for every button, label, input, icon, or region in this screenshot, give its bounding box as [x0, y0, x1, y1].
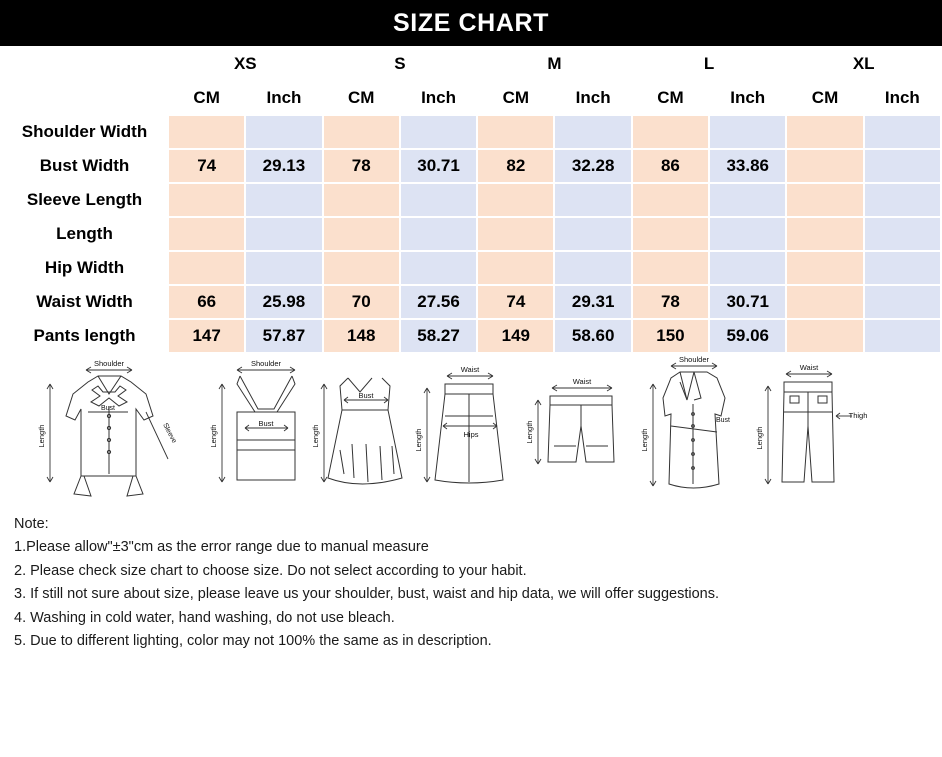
figure-shorts: [518, 354, 638, 504]
cell-pants-length-xl-cm: [786, 319, 863, 353]
table-row: [1, 115, 941, 149]
cell-sleeve-length-xs-cm: [168, 183, 245, 217]
cell-length-m-cm: [477, 217, 554, 251]
svg-text:Shoulder: Shoulder: [678, 355, 710, 364]
unit-header-m-inch: Inch: [554, 81, 631, 115]
unit-header-l-cm: CM: [632, 81, 709, 115]
size-header-s: S: [323, 47, 478, 81]
cell-pants-length-xl-inch: [864, 319, 941, 353]
note-line-5: 5. Due to different lighting, color may not 100% the same as in description.: [14, 633, 492, 650]
note-line-1: 1.Please allow"±3"cm as the error range due to manual measure: [14, 539, 429, 556]
cell-sleeve-length-s-inch: [400, 183, 477, 217]
row-label-shoulder-width: Shoulder Width: [1, 115, 168, 149]
cell-bust-width-xs-inch: 29.13: [245, 149, 322, 183]
cell-sleeve-length-l-inch: [709, 183, 786, 217]
cell-pants-length-s-inch: 58.27: [400, 319, 477, 353]
cell-bust-width-xl-inch: [864, 149, 941, 183]
svg-text:Length: Length: [640, 428, 649, 452]
cell-length-xl-inch: [864, 217, 941, 251]
row-label-bust-width: Bust Width: [1, 149, 168, 183]
notes-section: [0, 509, 942, 654]
cell-hip-width-xs-cm: [168, 251, 245, 285]
note-line-3: 3. If still not sure about size, please leave us your shoulder, bust, waist and hip data, we will offer suggestions.: [14, 586, 719, 603]
svg-text:Length: Length: [414, 428, 423, 452]
cell-waist-width-xl-cm: [786, 285, 863, 319]
cell-waist-width-m-cm: 74: [477, 285, 554, 319]
figure-long-coat: [635, 354, 750, 509]
cell-length-s-cm: [323, 217, 400, 251]
cell-bust-width-m-inch: 32.28: [554, 149, 631, 183]
cell-waist-width-xs-cm: 66: [168, 285, 245, 319]
cell-sleeve-length-xl-cm: [786, 183, 863, 217]
cell-waist-width-m-inch: 29.31: [554, 285, 631, 319]
cell-shoulder-width-m-cm: [477, 115, 554, 149]
cell-bust-width-m-cm: 82: [477, 149, 554, 183]
cell-hip-width-m-cm: [477, 251, 554, 285]
cell-length-m-inch: [554, 217, 631, 251]
size-chart-table: [0, 46, 942, 354]
row-label-hip-width: Hip Width: [1, 251, 168, 285]
figure-blouse: [28, 354, 193, 504]
cell-waist-width-l-cm: 78: [632, 285, 709, 319]
cell-hip-width-s-inch: [400, 251, 477, 285]
cell-hip-width-xs-inch: [245, 251, 322, 285]
cell-length-xs-inch: [245, 217, 322, 251]
cell-sleeve-length-xl-inch: [864, 183, 941, 217]
cell-sleeve-length-l-cm: [632, 183, 709, 217]
cell-hip-width-s-cm: [323, 251, 400, 285]
cell-bust-width-xl-cm: [786, 149, 863, 183]
table-row: [1, 217, 941, 251]
cell-waist-width-s-inch: 27.56: [400, 285, 477, 319]
svg-text:Waist: Waist: [572, 377, 592, 386]
page-title: SIZE CHART: [393, 8, 549, 37]
svg-text:Waist: Waist: [799, 363, 819, 372]
cell-waist-width-s-cm: 70: [323, 285, 400, 319]
cell-pants-length-s-cm: 148: [323, 319, 400, 353]
unit-header-l-inch: Inch: [709, 81, 786, 115]
cell-waist-width-l-inch: 30.71: [709, 285, 786, 319]
cell-waist-width-xl-inch: [864, 285, 941, 319]
svg-text:Sleeve: Sleeve: [161, 422, 178, 445]
cell-length-l-inch: [709, 217, 786, 251]
svg-text:Bust: Bust: [358, 391, 374, 400]
cell-length-xl-cm: [786, 217, 863, 251]
svg-text:Length: Length: [311, 424, 320, 448]
cell-shoulder-width-xs-cm: [168, 115, 245, 149]
table-row: [1, 319, 941, 353]
svg-text:Length: Length: [209, 424, 218, 448]
svg-text:Shoulder: Shoulder: [93, 359, 125, 368]
cell-shoulder-width-m-inch: [554, 115, 631, 149]
svg-text:Length: Length: [525, 420, 534, 444]
figure-camisole: [200, 354, 325, 504]
figure-trousers: [740, 354, 870, 504]
cell-length-xs-cm: [168, 217, 245, 251]
figure-skirt: [405, 354, 525, 504]
unit-header-s-cm: CM: [323, 81, 400, 115]
cell-sleeve-length-m-inch: [554, 183, 631, 217]
cell-hip-width-l-inch: [709, 251, 786, 285]
unit-header-xs-cm: CM: [168, 81, 245, 115]
svg-text:Bust: Bust: [258, 419, 274, 428]
cell-pants-length-xs-cm: 147: [168, 319, 245, 353]
row-label-waist-width: Waist Width: [1, 285, 168, 319]
cell-waist-width-xs-inch: 25.98: [245, 285, 322, 319]
cell-shoulder-width-xl-cm: [786, 115, 863, 149]
cell-bust-width-l-inch: 33.86: [709, 149, 786, 183]
cell-pants-length-xs-inch: 57.87: [245, 319, 322, 353]
note-line-2: 2. Please check size chart to choose size. Do not select according to your habit.: [14, 562, 527, 579]
cell-sleeve-length-xs-inch: [245, 183, 322, 217]
svg-text:Shoulder: Shoulder: [250, 359, 282, 368]
cell-length-s-inch: [400, 217, 477, 251]
unit-header-s-inch: Inch: [400, 81, 477, 115]
table-corner-cell: [1, 47, 168, 115]
unit-header-xl-cm: CM: [786, 81, 863, 115]
table-header-sizes: [1, 47, 941, 81]
cell-bust-width-s-inch: 30.71: [400, 149, 477, 183]
svg-text:Length: Length: [37, 424, 46, 448]
note-line-4: 4. Washing in cold water, hand washing, do not use bleach.: [14, 609, 395, 626]
svg-text:Bust: Bust: [715, 417, 731, 424]
cell-shoulder-width-l-inch: [709, 115, 786, 149]
svg-text:Waist: Waist: [460, 365, 480, 374]
svg-text:Bust: Bust: [100, 405, 116, 412]
table-row: [1, 251, 941, 285]
notes-heading: Note:: [14, 516, 49, 532]
cell-length-l-cm: [632, 217, 709, 251]
cell-bust-width-l-cm: 86: [632, 149, 709, 183]
unit-header-m-cm: CM: [477, 81, 554, 115]
size-header-m: M: [477, 47, 632, 81]
svg-text:Length: Length: [755, 426, 764, 450]
cell-shoulder-width-xs-inch: [245, 115, 322, 149]
cell-sleeve-length-s-cm: [323, 183, 400, 217]
size-header-xs: XS: [168, 47, 323, 81]
cell-pants-length-m-inch: 58.60: [554, 319, 631, 353]
row-label-sleeve-length: Sleeve Length: [1, 183, 168, 217]
cell-pants-length-m-cm: 149: [477, 319, 554, 353]
cell-hip-width-m-inch: [554, 251, 631, 285]
svg-text:Hips: Hips: [463, 430, 479, 439]
measurement-diagrams: [0, 354, 942, 509]
row-label-pants-length: Pants length: [1, 319, 168, 353]
cell-hip-width-xl-cm: [786, 251, 863, 285]
cell-sleeve-length-m-cm: [477, 183, 554, 217]
cell-shoulder-width-s-inch: [400, 115, 477, 149]
cell-pants-length-l-inch: 59.06: [709, 319, 786, 353]
unit-header-xl-inch: Inch: [864, 81, 941, 115]
table-row: [1, 149, 941, 183]
cell-hip-width-xl-inch: [864, 251, 941, 285]
cell-shoulder-width-s-cm: [323, 115, 400, 149]
table-row: [1, 285, 941, 319]
size-header-xl: XL: [786, 47, 941, 81]
page-title-bar: [0, 0, 942, 46]
cell-hip-width-l-cm: [632, 251, 709, 285]
row-label-length: Length: [1, 217, 168, 251]
cell-pants-length-l-cm: 150: [632, 319, 709, 353]
svg-text:Thigh: Thigh: [848, 411, 868, 420]
cell-bust-width-xs-cm: 74: [168, 149, 245, 183]
cell-bust-width-s-cm: 78: [323, 149, 400, 183]
cell-shoulder-width-xl-inch: [864, 115, 941, 149]
size-header-l: L: [632, 47, 787, 81]
table-row: [1, 183, 941, 217]
cell-shoulder-width-l-cm: [632, 115, 709, 149]
unit-header-xs-inch: Inch: [245, 81, 322, 115]
